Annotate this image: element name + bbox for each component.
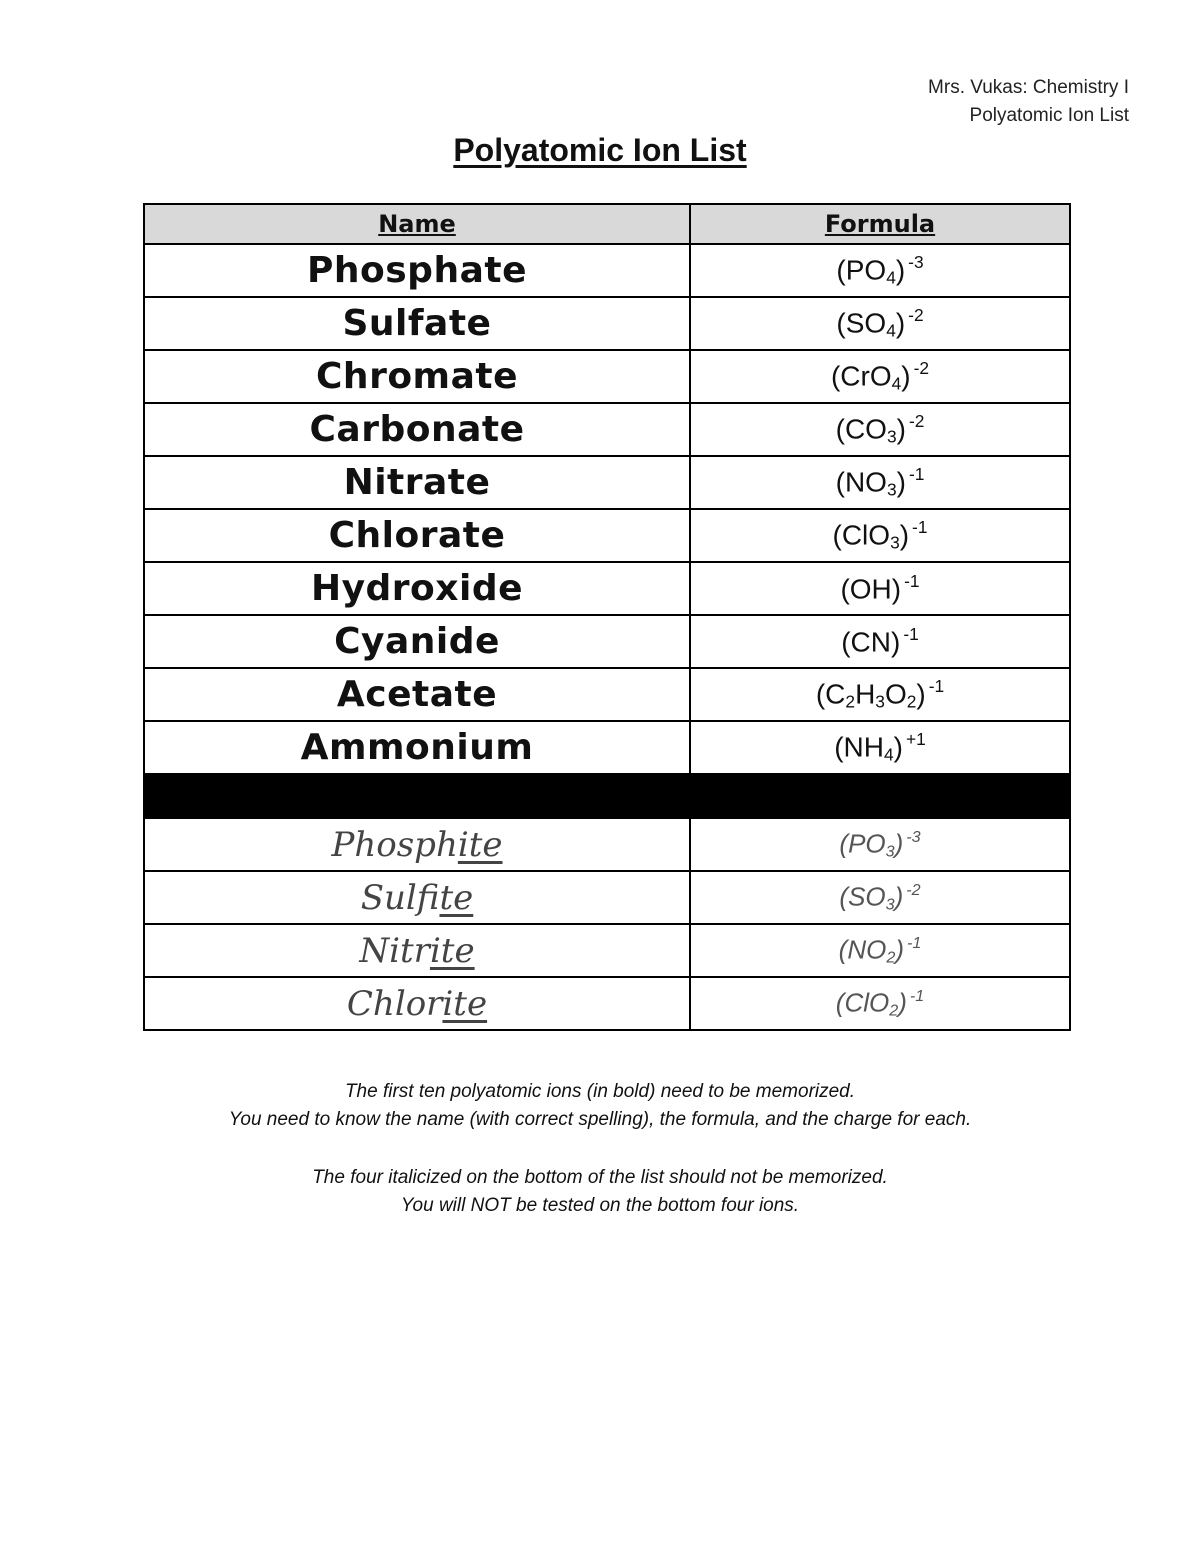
table-row xyxy=(144,297,1070,350)
ion-formula: (CN) $^{-1}$ xyxy=(690,615,1070,668)
table-row xyxy=(144,721,1070,774)
table-row xyxy=(144,403,1070,456)
table-row xyxy=(144,244,1070,297)
ion-name: Acetate xyxy=(144,668,690,721)
ion-name: Cyanide xyxy=(144,615,690,668)
ion-formula: $(PO_4)$ $^{-3}$ xyxy=(690,244,1070,297)
note-line: You will NOT be tested on the bottom four ions. xyxy=(400,1195,800,1216)
ion-name: Chlorate xyxy=(144,509,690,562)
table-header-row xyxy=(144,204,1070,244)
header-course: Mrs. Vukas: Chemistry I xyxy=(928,77,1129,98)
ion-formula: $(SO_4)$ $^{-2}$ xyxy=(690,297,1070,350)
note-line: You need to know the name (with correct spelling), the formula, and the charge for each. xyxy=(228,1109,972,1130)
ion-name: Phosphite xyxy=(144,818,690,871)
ion-name: Chlorite xyxy=(144,977,690,1030)
ion-formula: (ClO$_2$) $^{-1}$ xyxy=(690,977,1070,1030)
ion-formula: $(NO_2)$ $^{-1}$ xyxy=(690,924,1070,977)
table-row xyxy=(144,456,1070,509)
note-line: The four italicized on the bottom of the list should not be memorized. xyxy=(312,1167,888,1188)
table-row xyxy=(144,668,1070,721)
column-header-name: Name xyxy=(144,204,690,244)
ion-formula: (OH) $^{-1}$ xyxy=(690,562,1070,615)
table-row xyxy=(144,924,1070,977)
table-row xyxy=(144,818,1070,871)
ion-name: Ammonium xyxy=(144,721,690,774)
ion-formula: $(CO_3)$ $^{-2}$ xyxy=(690,403,1070,456)
table-row xyxy=(144,350,1070,403)
ion-formula: (CrO$_4$) $^{-2}$ xyxy=(690,350,1070,403)
ion-name: Hydroxide xyxy=(144,562,690,615)
ion-formula: $(C_2H_3O_2)$ $^{-1}$ xyxy=(690,668,1070,721)
ion-name: Chromate xyxy=(144,350,690,403)
ion-name: Carbonate xyxy=(144,403,690,456)
header-subtitle: Polyatomic Ion List xyxy=(969,105,1129,126)
ion-table xyxy=(143,203,1071,1031)
table-row xyxy=(144,871,1070,924)
separator-row xyxy=(144,774,1070,818)
ion-name: Phosphate xyxy=(144,244,690,297)
ion-formula: $(PO_3)$ $^{-3}$ xyxy=(690,818,1070,871)
note-line: The first ten polyatomic ions (in bold) need to be memorized. xyxy=(344,1081,856,1102)
ion-name: Nitrate xyxy=(144,456,690,509)
ion-name: Sulfate xyxy=(144,297,690,350)
table-row xyxy=(144,562,1070,615)
table-row xyxy=(144,615,1070,668)
ion-name: Nitrite xyxy=(144,924,690,977)
ion-name: Sulfite xyxy=(144,871,690,924)
separator-bar xyxy=(144,774,1070,818)
ion-formula: $(SO_3)$ $^{-2}$ xyxy=(690,871,1070,924)
column-header-formula: Formula xyxy=(690,204,1070,244)
ion-formula: $(NO_3)$ $^{-1}$ xyxy=(690,456,1070,509)
table-row xyxy=(144,509,1070,562)
table-row xyxy=(144,977,1070,1030)
ion-formula: (ClO$_3$) $^{-1}$ xyxy=(690,509,1070,562)
ion-formula: $(NH_4)$ $^{+1}$ xyxy=(690,721,1070,774)
instructions-note xyxy=(0,1078,1200,1220)
header-meta xyxy=(928,74,1129,130)
page-title: Polyatomic Ion List xyxy=(453,132,747,168)
